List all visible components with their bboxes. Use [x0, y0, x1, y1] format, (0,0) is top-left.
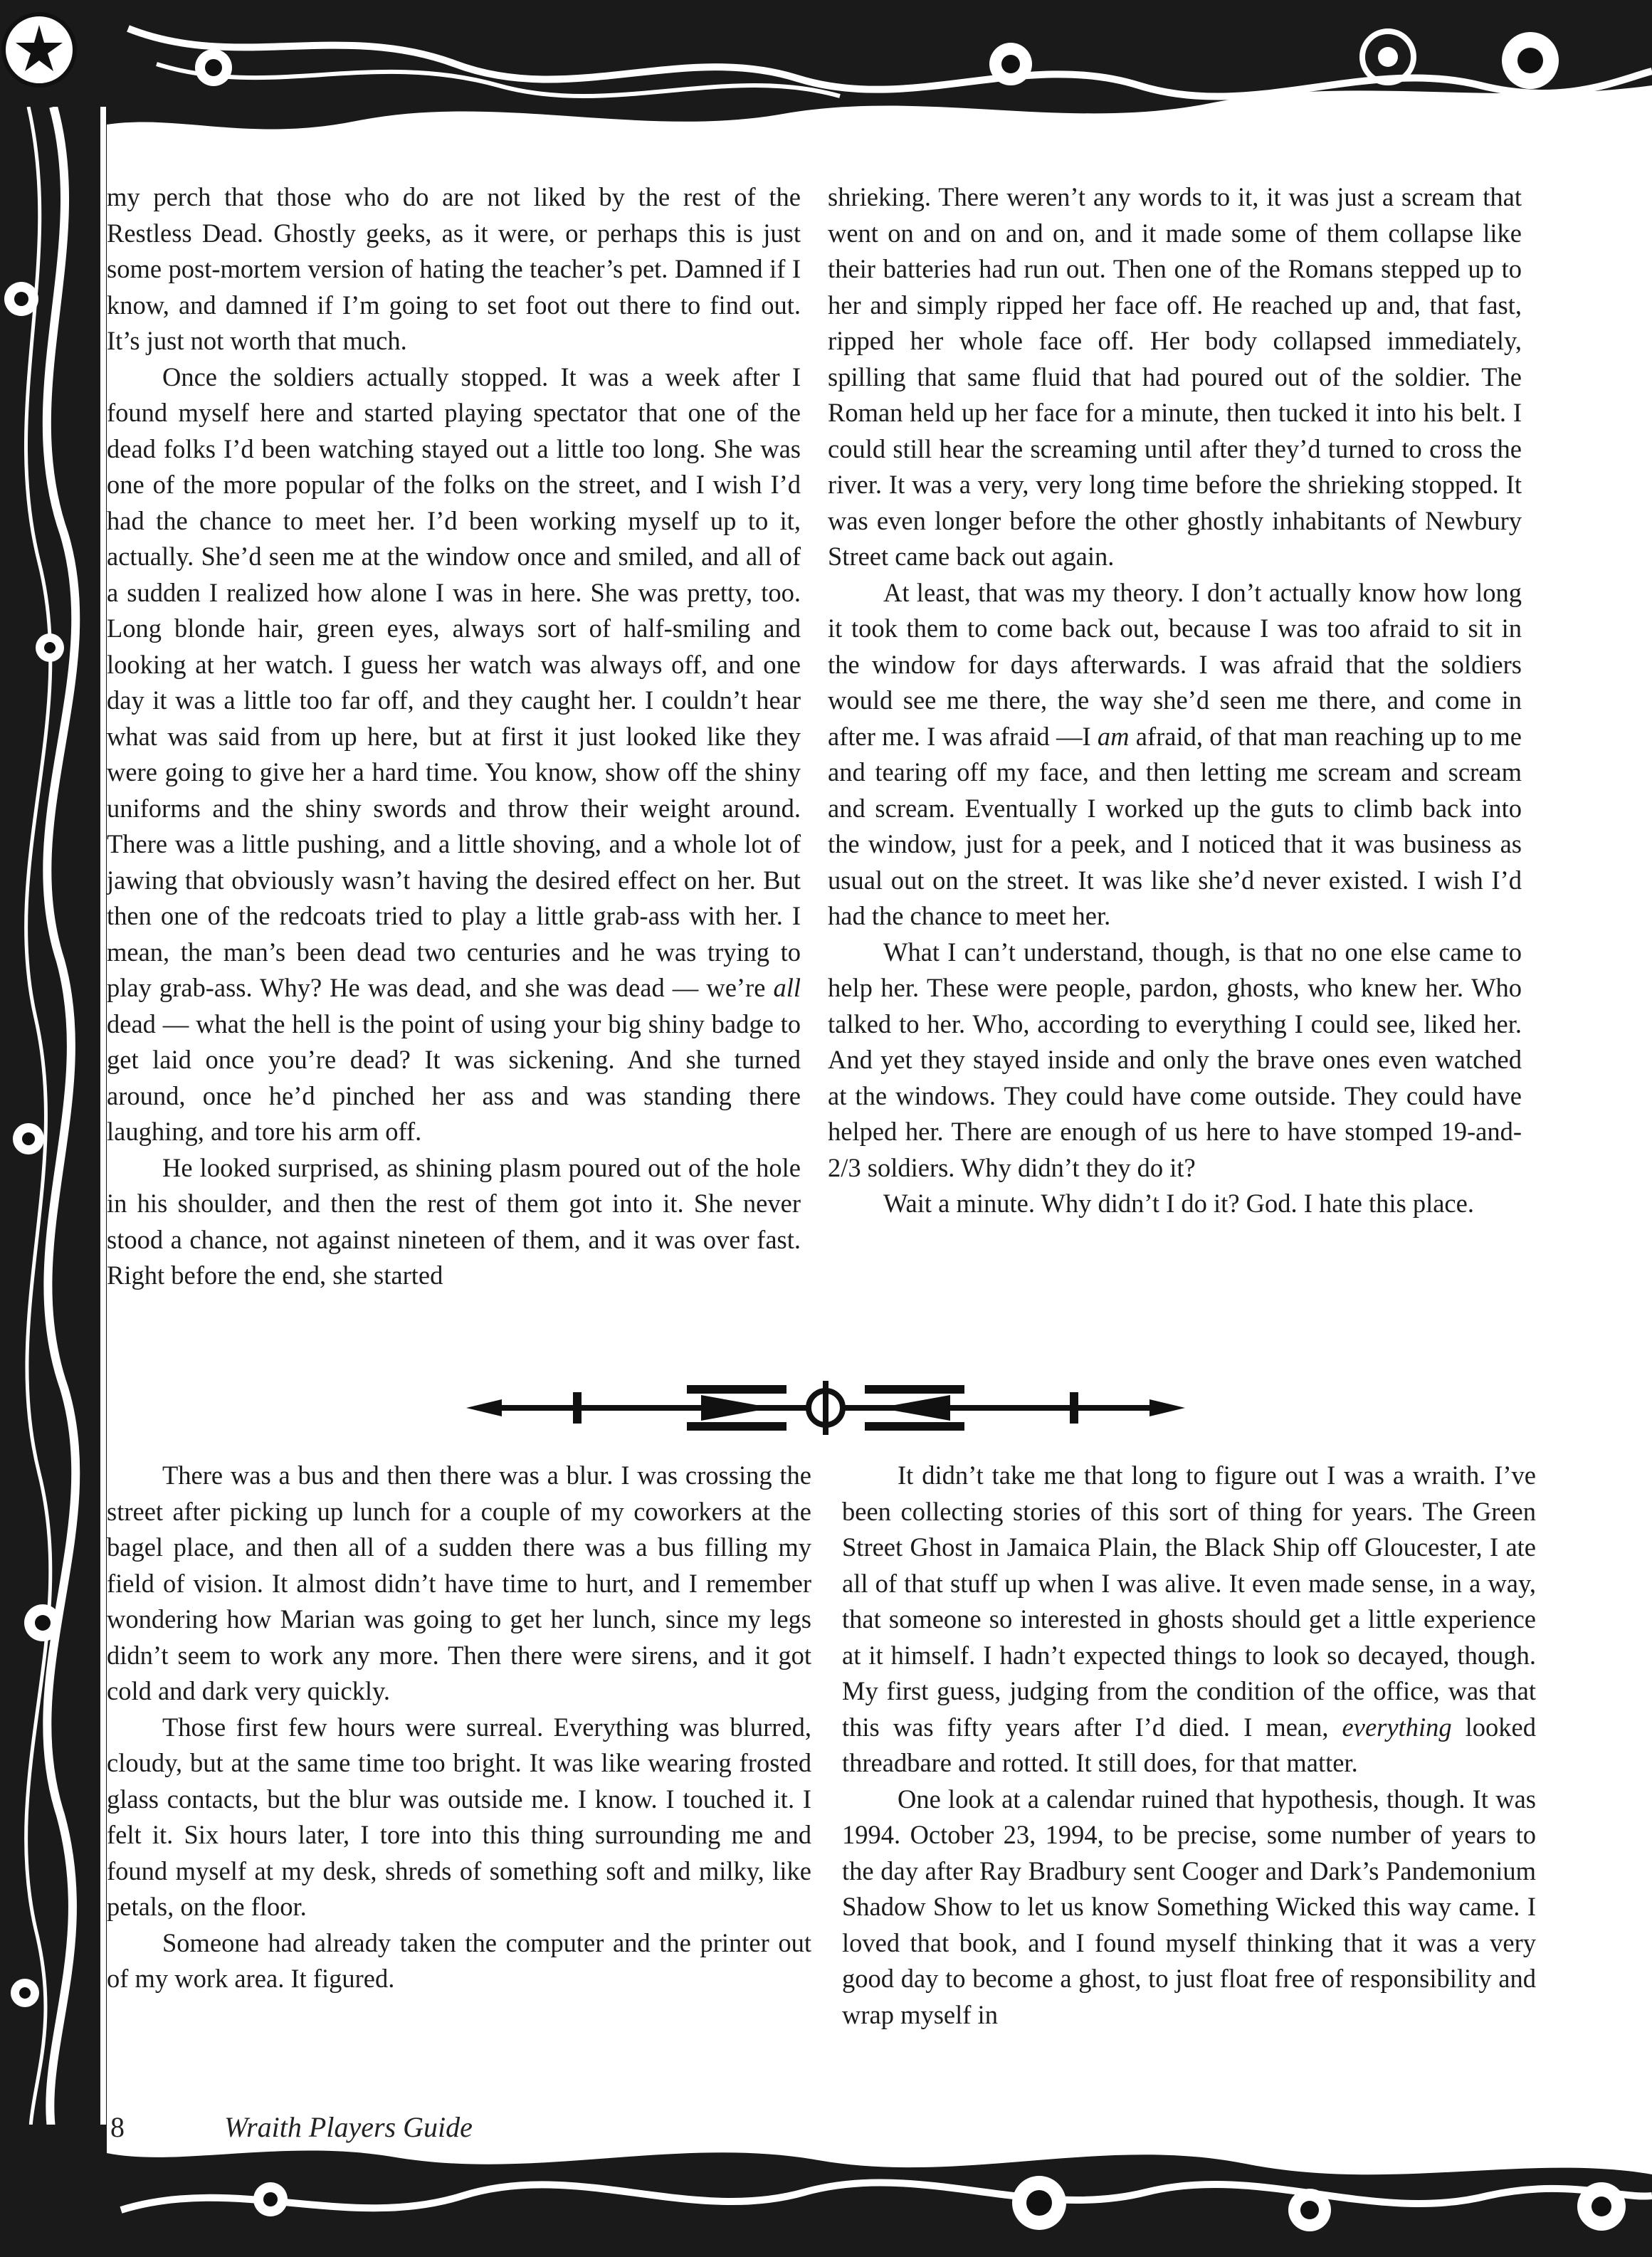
emphasis: am [1097, 721, 1130, 751]
bottom-left-column [107, 1458, 811, 1997]
paragraph [842, 1458, 1536, 1782]
paragraph: Those first few hours were surreal. Everything was blurred, cloudy, but at the same time too bright. It was like wearing frosted glass contacts, but the blur was outside me. I know. I touched it. I felt it. Six hours later, I tore into this thing surrounding me and found myself at my desk, shreds of something soft and milky, like petals, on the floor. [107, 1712, 811, 1921]
emphasis: everything [1342, 1712, 1452, 1742]
page-number: 8 [110, 2111, 125, 2143]
text-run: Once the soldiers actually stopped. It was a week after I found myself here and started playing spectator that one of the dead folks I’d been watching stayed out a little too long. She was one of the more popular of the folks on the street, and I wish I’d had the chance to meet her. I’d been working myself up to it, actually. She’d seen me at the window once and smiled, and all of a sudden I realized how alone I was in here. She was pretty, too. Long blonde hair, green eyes, always sort of half-smiling and looking at her watch. I guess her watch was always off, and one day it was a little too far off, and they caught her. I couldn’t hear what was said from up here, but at first it just looked like they were going to give her a hard time. You know, show off the shiny uniforms and the shiny swords and throw their weight around. There was a little pushing, and a little shoving, and a whole lot of jawing that obviously wasn’t having the desired effect on her. But then one of the redcoats tried to play a little grab-ass with her. I mean, the man’s been dead two centuries and he was trying to play grab-ass. Why? He was dead, and she was dead — we’re [107, 362, 801, 1002]
paragraph [107, 359, 801, 1150]
paragraph: shrieking. There weren’t any words to it, it was just a scream that went on and on and on, and it made some of them collapse like their batteries had run out. Then one of the Romans stepped up to her and simply ripped her face off. He reached up and, that fast, ripped her whole face off. Her body collapsed immediately, spilling that same fluid that had poured out of the soldier. The Roman held up her face for a minute, then tucked it into his belt. I could still hear the screaming until after they’d turned to cross the river. It was a very, very long time before the shrieking stopped. It was even longer before the other ghostly inhabitants of Newbury Street came back out again. [828, 182, 1522, 571]
text-run: At least, that was my theory. I don’t actually know how long it took them to come back out, because I was too afraid to sit in the window for days afterwards. I was afraid that the soldiers would see me there, the way she’d seen me there, and come in after me. I was afraid —I [828, 577, 1522, 751]
left-decorative-border [0, 107, 107, 2157]
text-run: It didn’t take me that long to figure out I was a wraith. I’ve been collecting stories of this sort of thing for years. The Green Street Ghost in Jamaica Plain, the Black Ship off Gloucester, I ate all of that stuff up when I was alive. It even made sense, in a way, that someone so interested in ghosts should get a little experience at it himself. I hadn’t expected things to look so decayed, though. My first guess, judging from the condition of the office, was that this was fifty years after I’d died. I mean, [842, 1461, 1536, 1742]
paragraph: What I can’t understand, though, is that no one else came to help her. These were people, pardon, ghosts, who knew her. Who talked to her. Who, according to everything I could see, liked her. And yet they stayed inside and only the brave ones even watched at the windows. They could have come outside. They could have helped her. There are enough of us here to have stomped 19-and-2/3 soldiers. Why didn’t they do it? [828, 937, 1522, 1182]
paragraph: There was a bus and then there was a blur. I was crossing the street after picking up lunch for a couple of my coworkers at the bagel place, and then all of a sudden there was a bus filling my field of vision. It almost didn’t have time to hurt, and I remember wondering how Marian was going to get her lunch, since my legs didn’t seem to work any more. Then there were sirens, and it got cold and dark very quickly. [107, 1461, 811, 1705]
emphasis: all [773, 973, 801, 1002]
paragraph: One look at a calendar ruined that hypothesis, though. It was 1994. October 23, 1994, to be precise, some number of years to the day after Ray Bradbury sent Cooger and Dark’s Pandemonium Shadow Show to let us know Something Wicked this way came. I loved that book, and I found myself thinking that it was a very good day to become a ghost, to just float free of responsibility and wrap myself in [842, 1784, 1536, 2029]
book-title: Wraith Players Guide [224, 2111, 473, 2143]
paragraph: Wait a minute. Why didn’t I do it? God. I hate this place. [883, 1189, 1474, 1218]
text-run: looked threadbare and rotted. It still does, for that matter. [842, 1712, 1536, 1777]
top-right-column [828, 179, 1522, 1222]
paragraph: my perch that those who do are not liked by the rest of the Restless Dead. Ghostly geeks, as it were, or perhaps this is just some post-mortem version of hating the teacher’s pet. Damned if I know, and damned if I’m going to set foot out there to find out. It’s just not worth that much. [107, 182, 801, 355]
page-footer [107, 2110, 605, 2146]
paragraph: He looked surprised, as shining plasm poured out of the hole in his shoulder, and then the rest of them got into it. She never stood a chance, not against nineteen of them, and it was over fast. Right before the end, she started [107, 1152, 801, 1290]
text-run: afraid, of that man reaching up to me and tearing off my face, and then letting me scream and scream and scream. Eventually I worked up the guts to climb back into the window, just for a peek, and I noticed that it was business as usual out on the street. It was like she’d never existed. I wish I’d had the chance to meet her. [828, 721, 1522, 930]
top-decorative-border [0, 0, 1652, 153]
paragraph [828, 575, 1522, 935]
section-divider-ornament [466, 1379, 1185, 1436]
top-left-column [107, 179, 801, 1294]
text-run: dead — what the hell is the point of using your big shiny badge to get laid once you’re dead? It was sickening. And she turned around, once he’d pinched her ass and was standing there laughing, and tore his arm off. [107, 1009, 801, 1146]
bottom-right-column [842, 1458, 1536, 2033]
paragraph: Someone had already taken the computer and the printer out of my work area. It figured. [107, 1927, 811, 1993]
